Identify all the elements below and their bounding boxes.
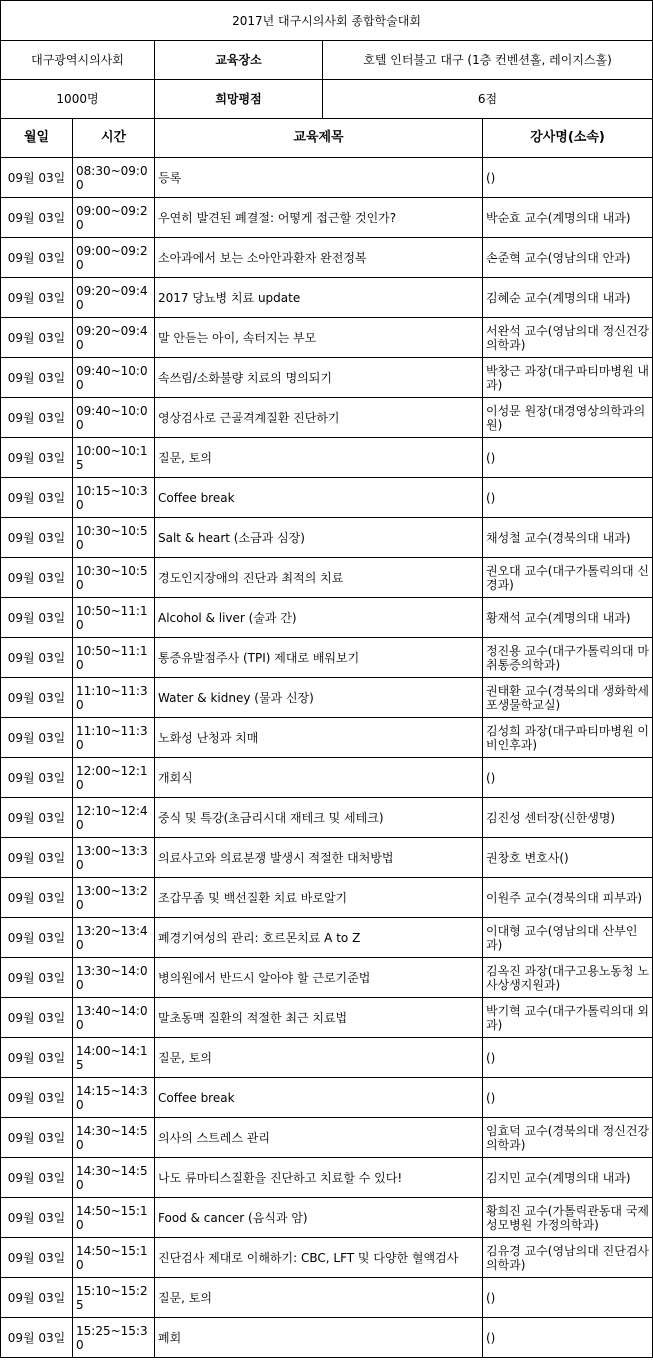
row-speaker: 박순효 교수(계명의대 내과) (483, 198, 653, 238)
table-row (1, 918, 653, 958)
row-date: 09월 03일 (1, 478, 73, 518)
row-topic: Coffee break (155, 1078, 483, 1118)
row-speaker: 박창근 과장(대구파티마병원 내과) (483, 358, 653, 398)
row-time: 12:10~12:40 (73, 798, 155, 838)
row-speaker: 이성문 원장(대경영상의학과의원) (483, 398, 653, 438)
row-speaker: 김혜순 교수(계명의대 내과) (483, 278, 653, 318)
row-speaker: 김진성 센터장(신한생명) (483, 798, 653, 838)
row-topic: 폐경기여성의 관리: 호르몬치료 A to Z (155, 918, 483, 958)
row-date: 09월 03일 (1, 958, 73, 998)
row-speaker: 김성희 과장(대구파티마병원 이비인후과) (483, 718, 653, 758)
row-speaker: 권태환 교수(경북의대 생화학세포생물학교실) (483, 678, 653, 718)
row-date: 09월 03일 (1, 878, 73, 918)
row-time: 10:50~11:10 (73, 598, 155, 638)
title-row (1, 1, 653, 41)
row-topic: 소아과에서 보는 소아안과환자 완전정복 (155, 238, 483, 278)
row-time: 14:50~15:10 (73, 1238, 155, 1278)
row-time: 09:20~09:40 (73, 278, 155, 318)
table-row (1, 798, 653, 838)
row-topic: 노화성 난청과 치매 (155, 718, 483, 758)
table-row (1, 158, 653, 198)
table-row (1, 998, 653, 1038)
table-row (1, 718, 653, 758)
row-time: 13:20~13:40 (73, 918, 155, 958)
row-time: 14:30~14:50 (73, 1158, 155, 1198)
row-time: 13:00~13:20 (73, 878, 155, 918)
table-row (1, 1158, 653, 1198)
row-date: 09월 03일 (1, 998, 73, 1038)
row-date: 09월 03일 (1, 158, 73, 198)
table-row (1, 1118, 653, 1158)
row-speaker: () (483, 1078, 653, 1118)
row-topic: 질문, 토의 (155, 438, 483, 478)
venue-label: 교육장소 (155, 41, 323, 80)
row-date: 09월 03일 (1, 1038, 73, 1078)
points: 6점 (323, 80, 653, 119)
table-row (1, 598, 653, 638)
row-date: 09월 03일 (1, 1158, 73, 1198)
table-row (1, 1038, 653, 1078)
row-topic: 영상검사로 근골격계질환 진단하기 (155, 398, 483, 438)
row-date: 09월 03일 (1, 598, 73, 638)
row-time: 10:50~11:10 (73, 638, 155, 678)
page-title: 2017년 대구시의사회 종합학술대회 (1, 1, 653, 41)
row-time: 13:00~13:30 (73, 838, 155, 878)
row-time: 11:10~11:30 (73, 718, 155, 758)
table-row (1, 1318, 653, 1358)
table-row (1, 638, 653, 678)
row-topic: 말초동맥 질환의 적절한 최근 치료법 (155, 998, 483, 1038)
row-speaker: 박기혁 교수(대구가톨릭의대 외과) (483, 998, 653, 1038)
row-topic: 말 안듣는 아이, 속터지는 부모 (155, 318, 483, 358)
row-speaker: () (483, 758, 653, 798)
row-date: 09월 03일 (1, 558, 73, 598)
row-speaker: 김지민 교수(계명의대 내과) (483, 1158, 653, 1198)
row-time: 10:30~10:50 (73, 518, 155, 558)
header-speaker: 강사명(소속) (483, 119, 653, 158)
row-speaker: () (483, 1038, 653, 1078)
row-date: 09월 03일 (1, 718, 73, 758)
row-date: 09월 03일 (1, 1318, 73, 1358)
table-row (1, 758, 653, 798)
row-topic: 경도인지장애의 진단과 최적의 치료 (155, 558, 483, 598)
table-row (1, 398, 653, 438)
row-date: 09월 03일 (1, 318, 73, 358)
table-row (1, 478, 653, 518)
row-topic: 개회식 (155, 758, 483, 798)
row-date: 09월 03일 (1, 1078, 73, 1118)
table-row (1, 878, 653, 918)
row-date: 09월 03일 (1, 198, 73, 238)
row-topic: 질문, 토의 (155, 1038, 483, 1078)
row-topic: 나도 류마티스질환을 진단하고 치료할 수 있다! (155, 1158, 483, 1198)
row-date: 09월 03일 (1, 798, 73, 838)
row-topic: 폐회 (155, 1318, 483, 1358)
row-topic: 진단검사 제대로 이해하기: CBC, LFT 및 다양한 혈액검사 (155, 1238, 483, 1278)
header-topic: 교육제목 (155, 119, 483, 158)
row-speaker: 서완석 교수(영남의대 정신건강의학과) (483, 318, 653, 358)
row-speaker: () (483, 478, 653, 518)
row-time: 14:00~14:15 (73, 1038, 155, 1078)
points-label: 희망평점 (155, 80, 323, 119)
row-speaker: 김유경 교수(영남의대 진단검사의학과) (483, 1238, 653, 1278)
table-row (1, 518, 653, 558)
row-date: 09월 03일 (1, 278, 73, 318)
row-date: 09월 03일 (1, 1118, 73, 1158)
row-topic: Water & kidney (물과 신장) (155, 678, 483, 718)
row-speaker: () (483, 1278, 653, 1318)
table-row (1, 1238, 653, 1278)
table-row (1, 558, 653, 598)
info-row-venue (1, 41, 653, 80)
row-date: 09월 03일 (1, 638, 73, 678)
row-topic: 등록 (155, 158, 483, 198)
header-row (1, 119, 653, 158)
venue: 호텔 인터불고 대구 (1층 컨벤션홀, 레이지스홀) (323, 41, 653, 80)
row-speaker: 김옥진 과장(대구고용노동청 노사상생지원과) (483, 958, 653, 998)
row-topic: 중식 및 특강(초금리시대 재테크 및 세테크) (155, 798, 483, 838)
row-topic: Food & cancer (음식과 암) (155, 1198, 483, 1238)
row-date: 09월 03일 (1, 678, 73, 718)
header-time: 시간 (73, 119, 155, 158)
row-speaker: 이원주 교수(경북의대 피부과) (483, 878, 653, 918)
table-row (1, 318, 653, 358)
row-time: 08:30~09:00 (73, 158, 155, 198)
capacity: 1000명 (1, 80, 155, 119)
table-row (1, 358, 653, 398)
row-time: 09:20~09:40 (73, 318, 155, 358)
row-date: 09월 03일 (1, 758, 73, 798)
row-time: 09:40~10:00 (73, 358, 155, 398)
organizer: 대구광역시의사회 (1, 41, 155, 80)
row-speaker: 황재석 교수(계명의대 내과) (483, 598, 653, 638)
row-speaker: 권창호 변호사() (483, 838, 653, 878)
row-date: 09월 03일 (1, 1198, 73, 1238)
row-time: 10:00~10:15 (73, 438, 155, 478)
row-topic: 의사의 스트레스 관리 (155, 1118, 483, 1158)
table-row (1, 1278, 653, 1318)
table-row (1, 678, 653, 718)
row-date: 09월 03일 (1, 918, 73, 958)
row-date: 09월 03일 (1, 398, 73, 438)
row-time: 09:00~09:20 (73, 198, 155, 238)
row-date: 09월 03일 (1, 1278, 73, 1318)
row-time: 12:00~12:10 (73, 758, 155, 798)
row-speaker: 권오대 교수(대구가톨릭의대 신경과) (483, 558, 653, 598)
row-topic: Salt & heart (소금과 심장) (155, 518, 483, 558)
row-topic: 의료사고와 의료분쟁 발생시 적절한 대처방법 (155, 838, 483, 878)
row-topic: 우연히 발견된 폐결절: 어떻게 접근할 것인가? (155, 198, 483, 238)
table-row (1, 198, 653, 238)
row-topic: 조갑무좀 및 백선질환 치료 바로알기 (155, 878, 483, 918)
table-row (1, 278, 653, 318)
table-row (1, 1198, 653, 1238)
row-speaker: 임효덕 교수(경북의대 정신건강의학과) (483, 1118, 653, 1158)
row-time: 09:40~10:00 (73, 398, 155, 438)
row-speaker: 황희진 교수(가톨릭관동대 국제성모병원 가정의학과) (483, 1198, 653, 1238)
table-row (1, 958, 653, 998)
table-row (1, 1078, 653, 1118)
row-speaker: 손준혁 교수(영남의대 안과) (483, 238, 653, 278)
row-topic: 속쓰림/소화불량 치료의 명의되기 (155, 358, 483, 398)
row-time: 10:15~10:30 (73, 478, 155, 518)
row-date: 09월 03일 (1, 838, 73, 878)
row-topic: Alcohol & liver (술과 간) (155, 598, 483, 638)
row-date: 09월 03일 (1, 358, 73, 398)
row-date: 09월 03일 (1, 238, 73, 278)
row-speaker: 채성철 교수(경북의대 내과) (483, 518, 653, 558)
table-row (1, 438, 653, 478)
row-speaker: () (483, 438, 653, 478)
row-time: 15:25~15:30 (73, 1318, 155, 1358)
row-speaker: 이대형 교수(영남의대 산부인과) (483, 918, 653, 958)
row-time: 13:30~14:00 (73, 958, 155, 998)
row-time: 15:10~15:25 (73, 1278, 155, 1318)
row-speaker: () (483, 158, 653, 198)
row-time: 10:30~10:50 (73, 558, 155, 598)
row-topic: Coffee break (155, 478, 483, 518)
row-speaker: () (483, 1318, 653, 1358)
row-date: 09월 03일 (1, 518, 73, 558)
row-time: 09:00~09:20 (73, 238, 155, 278)
row-topic: 2017 당뇨병 치료 update (155, 278, 483, 318)
row-date: 09월 03일 (1, 438, 73, 478)
row-time: 14:30~14:50 (73, 1118, 155, 1158)
row-date: 09월 03일 (1, 1238, 73, 1278)
table-row (1, 238, 653, 278)
info-row-points (1, 80, 653, 119)
header-date: 월일 (1, 119, 73, 158)
row-time: 11:10~11:30 (73, 678, 155, 718)
row-time: 14:15~14:30 (73, 1078, 155, 1118)
table-row (1, 838, 653, 878)
row-topic: 병의원에서 반드시 알아야 할 근로기준법 (155, 958, 483, 998)
row-time: 14:50~15:10 (73, 1198, 155, 1238)
row-topic: 질문, 토의 (155, 1278, 483, 1318)
row-speaker: 정진용 교수(대구가톨릭의대 마취통증의학과) (483, 638, 653, 678)
row-time: 13:40~14:00 (73, 998, 155, 1038)
row-topic: 통증유발점주사 (TPI) 제대로 배워보기 (155, 638, 483, 678)
